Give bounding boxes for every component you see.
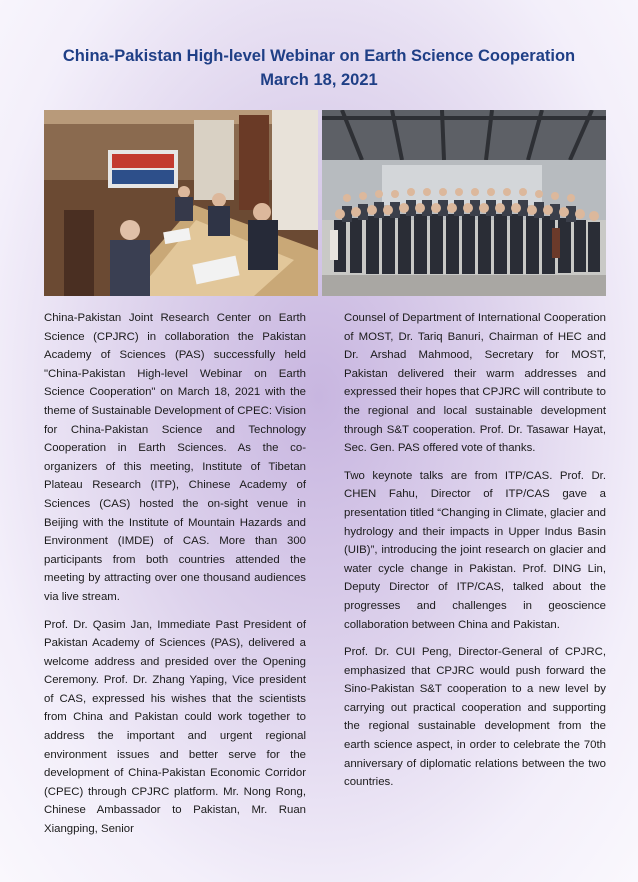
group-photo	[322, 110, 606, 296]
left-text-column	[44, 309, 306, 848]
paragraph: China-Pakistan Joint Research Center on Earth Science (CPJRC) in collaboration the Pakistan Academy of Sciences (PAS) successfully held "China-Pakistan High-level Webinar on Earth Science Cooperation" on March 18, 2021 with the theme of Sustainable Development of CPEC: Vision for China-Pakistan Science and Technology Cooperation in Earth Sciences. As the co-organizers of this meeting, Institute of Tibetan Plateau Research (ITP), Chinese Academy of Sciences (CAS) hosted the on-sight venue in Beijing with the Institute of Mountain Hazards and Environment (IMDE) of CAS. More than 300 participants from both countries attended the meeting by attracting over one thousand audiences via live stream.	[44, 312, 306, 603]
page-header	[0, 45, 638, 91]
paragraph: Prof. Dr. CUI Peng, Director-General of CPJRC, emphasized that CPJRC would push forward the Sino-Pakistan S&T cooperation to a new level by carrying out practical cooperation and supporting the regional sustainable development from the earth science aspect, in order to celebrate the 70th anniversary of diplomatic relations between the two countries.	[344, 646, 606, 789]
right-text-column	[344, 309, 606, 801]
paragraph: Two keynote talks are from ITP/CAS. Prof. Dr. CHEN Fahu, Director of ITP/CAS gave a presentation titled “Changing in Climate, glacier and hydrology and their impacts in Upper Indus Basin (UIB)”, introducing the joint research on glacier and water cycle change in Pakistan. Prof. DING Lin, Deputy Director of ITP/CAS, talked about the progresses and challenges in geoscience collaboration between China and Pakistan.	[344, 469, 606, 631]
paragraph: Counsel of Department of International Cooperation of MOST, Dr. Tariq Banuri, Chairman of HEC and Dr. Arshad Mahmood, Secretary for MOST, Pakistan delivered their warm addresses and expressed their hopes that CPJRC will contribute to the regional and local sustainable development through S&T cooperation. Prof. Dr. Tasawar Hayat, Sec. Gen. PAS offered vote of thanks.	[344, 312, 606, 455]
meeting-room-photo	[44, 110, 318, 296]
page-title: China-Pakistan High-level Webinar on Earth Science Cooperation	[62, 47, 576, 65]
paragraph: Prof. Dr. Qasim Jan, Immediate Past President of Pakistan Academy of Sciences (PAS), delivered a welcome address and presided over the Opening Ceremony. Prof. Dr. Zhang Yaping, Vice president of CAS, expressed his wishes that the scientists from China and Pakistan could work together to address the important and urgent regional environment issues and better serve for the development of China-Pakistan Economic Corridor (CPEC) through CPJRC platform. Mr. Nong Rong, Chinese Ambassador to Pakistan, Mr. Ruan Xiangping, Senior	[44, 618, 306, 836]
event-date: March 18, 2021	[260, 71, 378, 89]
